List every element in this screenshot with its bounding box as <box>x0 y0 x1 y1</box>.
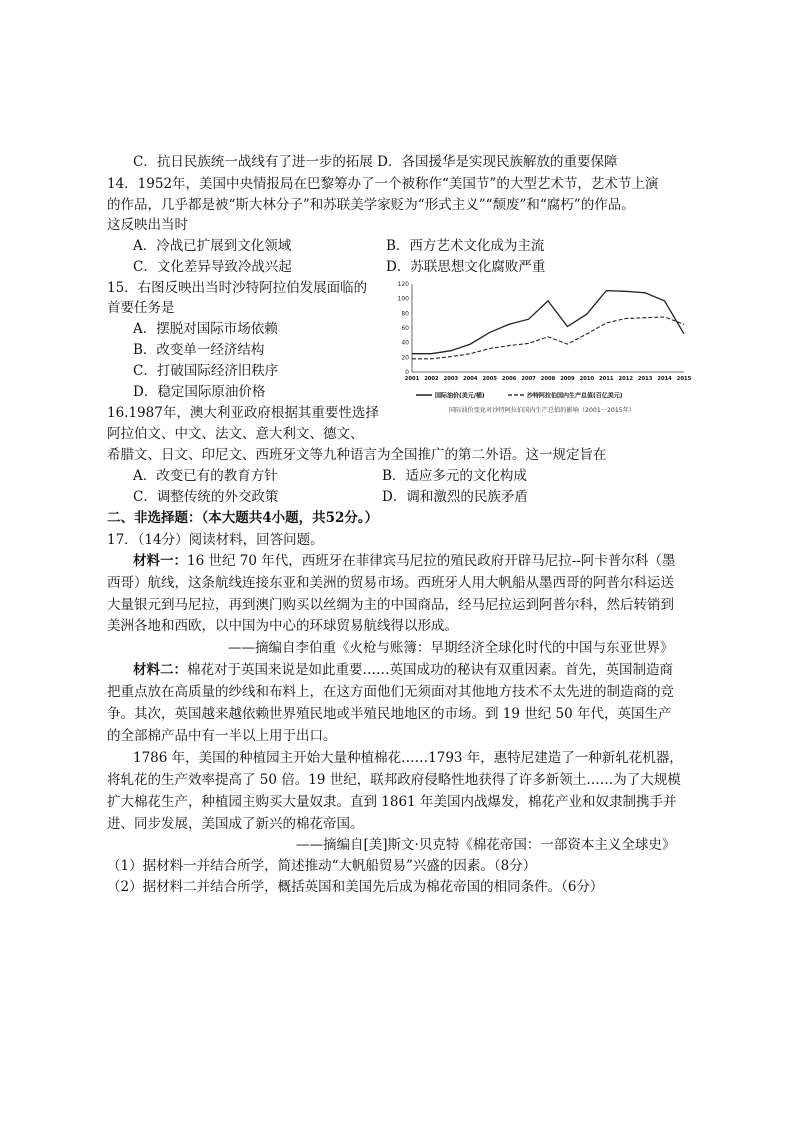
material-2-line4: 的全部棉产品中有一半以上用于出口。 <box>107 728 337 744</box>
chart-caption: 国际油价变化对沙特阿拉伯国内生产总值的影响（2001一2015年） <box>448 407 636 414</box>
question-15-line2: 首要任务是 <box>107 300 175 316</box>
material-2-source: ——摘编自[美]斯文·贝克特《棉花帝国：一部资本主义全球史》 <box>296 837 676 853</box>
question-14-option-c: C．文化差异导致冷战兴起 <box>133 259 292 275</box>
oil-price-gdp-chart <box>392 278 692 420</box>
legend-oil-label: 国际油价(美元/桶) <box>435 392 485 400</box>
question-15-option-b: B．改变单一经济结构 <box>133 342 265 358</box>
material-2-line1 <box>133 660 673 680</box>
chart-axes <box>398 281 684 376</box>
question-14-line1: 14．1952年，美国中央情报局在巴黎筹办了一个被称作“美国节”的大型艺术节，艺术节上演 <box>107 176 659 192</box>
question-15-option-c: C．打破国际经济旧秩序 <box>133 363 279 379</box>
x-tick-label: 2003 <box>443 376 459 382</box>
x-tick-label: 2015 <box>676 376 692 382</box>
y-tick-label: 80 <box>401 310 409 318</box>
chart-legend <box>416 392 623 400</box>
question-16-option-a: A．改变已有的教育方针 <box>133 468 278 484</box>
material-2-line3: 争。其次，英国越来越依赖世界殖民地或半殖民地地区的市场。到 19 世纪 50 年代，英国生产 <box>107 706 672 722</box>
x-tick-label: 2008 <box>540 376 556 382</box>
question-16-option-d: D．调和激烈的民族矛盾 <box>382 489 528 505</box>
y-tick-label: 20 <box>401 354 409 362</box>
question-15-line1: 15．右图反映出当时沙特阿拉伯发展面临的 <box>107 280 368 296</box>
question-14-option-b: B．西方艺术文化成为主流 <box>386 238 545 254</box>
question-16-line2: 阿拉伯文、中文、法文、意大利文、德文、 <box>107 426 364 442</box>
section-2-heading: 二、非选择题：（本大题共4小题，共52分。） <box>107 510 379 526</box>
series-gdp-line <box>412 317 684 359</box>
x-tick-label: 2010 <box>579 376 595 382</box>
chart-series <box>412 291 684 359</box>
legend-gdp-label: 沙特阿拉伯国内生产总值(百亿美元) <box>527 392 623 400</box>
material-2-line8: 进、同步发展，美国成了新兴的棉花帝国。 <box>107 816 364 832</box>
x-tick-label: 2014 <box>657 376 672 382</box>
question-16-option-b: B．适应多元的文化构成 <box>382 468 527 484</box>
y-tick-label: 60 <box>401 325 409 332</box>
question-16-line1: 16.1987年，澳大利亚政府根据其重要性选择 <box>107 405 379 421</box>
x-tick-label: 2007 <box>521 376 536 382</box>
material-1-source: ——摘编自李伯重《火枪与账簿：早期经济全球化时代的中国与东亚世界》 <box>228 640 674 656</box>
sub-question-1: （1）据材料一并结合所学，简述推动“大帆船贸易”兴盛的因素。（8分） <box>107 858 537 874</box>
y-tick-label: 40 <box>401 339 409 347</box>
material-2-line7: 扩大棉花生产，种植园主购买大量奴隶。直到 1861 年美国内战爆发，棉花产业和奴隶制携手并 <box>107 794 677 810</box>
option-line-cd: C．抗日民族统一战线有了进一步的拓展 D．各国援华是实现民族解放的重要保障 <box>133 154 618 170</box>
x-tick-label: 2009 <box>560 376 575 382</box>
series-oil-price-line <box>412 291 684 354</box>
material-1-line2: 西哥）航线，这条航线连接东亚和美洲的贸易市场。西班牙人用大帆船从墨西哥的阿普尔科运送 <box>107 575 674 591</box>
x-tick-label: 2006 <box>501 376 517 382</box>
question-16-line3: 希腊文、日文、印尼文、西班牙文等九种语言为全国推广的第二外语。这一规定旨在 <box>107 447 607 463</box>
material-1-line3: 大量银元到马尼拉，再到澳门购买以丝绸为主的中国商品，经马尼拉运到阿普尔科，然后转销到 <box>107 597 674 613</box>
material-2-line2: 把重点放在高质量的纱线和布料上，在这方面他们无须面对其他地方技术不太先进的制造商的竞 <box>107 684 674 700</box>
x-tick-label: 2013 <box>637 376 653 382</box>
material-2-label: 材料二： <box>133 662 187 678</box>
x-tick-label: 2012 <box>618 376 633 382</box>
material-1-label: 材料一： <box>133 553 187 569</box>
x-tick-label: 2002 <box>424 376 439 382</box>
y-tick-label: 120 <box>397 281 409 288</box>
question-15-option-d: D．稳定国际原油价格 <box>133 384 266 400</box>
question-16-option-c: C．调整传统的外交政策 <box>133 489 279 505</box>
question-14-option-d: D．苏联思想文化腐败严重 <box>386 259 546 275</box>
question-15-option-a: A．摆脱对国际市场依赖 <box>133 321 278 337</box>
x-tick-label: 2011 <box>599 376 614 382</box>
material-2-line5: 1786 年，美国的种植园主开始大量种植棉花……1793 年，惠特尼建造了一种新轧花机器， <box>133 750 683 766</box>
x-tick-label: 2001 <box>404 376 420 382</box>
chart-x-ticks <box>405 376 692 382</box>
y-tick-label: 0 <box>405 369 409 376</box>
material-1-line1 <box>133 551 675 571</box>
question-14-option-a: A．冷战已扩展到文化领域 <box>133 238 292 254</box>
material-1-line4: 美洲各地和西欧，以中国为中心的环球贸易航线得以形成。 <box>107 618 458 634</box>
x-tick-label: 2004 <box>463 376 478 382</box>
y-tick-label: 100 <box>397 295 409 303</box>
question-17-heading: 17．（14分）阅读材料，回答问题。 <box>107 532 324 548</box>
material-1-text: 16 世纪 70 年代，西班牙在菲律宾马尼拉的殖民政府开辟马尼拉--阿卡普尔科（墨 <box>187 553 676 569</box>
material-2-text: 棉花对于英国来说是如此重要……英国成功的秘诀有双重因素。首先，英国制造商 <box>187 662 673 678</box>
material-2-line6: 将轧花的生产效率提高了 50 倍。19 世纪，联邦政府侵略性地获得了许多新领土……为了大规模 <box>107 772 681 788</box>
question-14-line2: 的作品，几乎都是被“斯大林分子”和苏联美学家贬为“形式主义”“颓废”和“腐朽”的作品。 <box>107 197 635 213</box>
sub-question-2: （2）据材料二并结合所学，概括英国和美国先后成为棉花帝国的相同条件。（6分） <box>107 879 604 895</box>
question-14-line3: 这反映出当时 <box>107 217 188 233</box>
x-tick-label: 2005 <box>482 376 497 382</box>
